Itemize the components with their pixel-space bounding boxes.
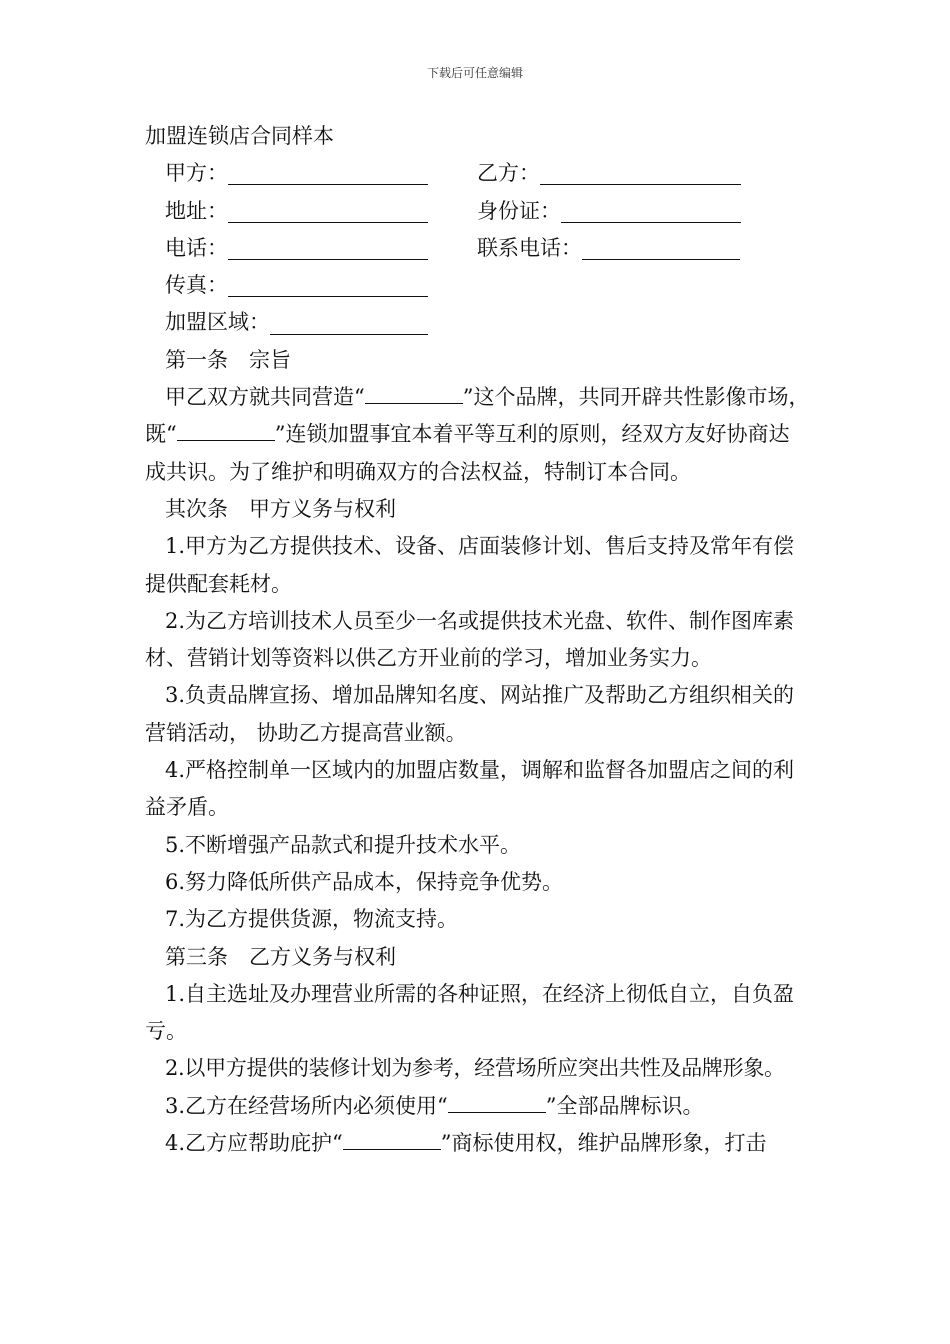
article2-item-4: 4.严格控制单一区域内的加盟店数量，调解和监督各加盟店之间的利益矛盾。 (145, 758, 795, 820)
id-card-field (477, 193, 741, 230)
region-blank[interactable] (270, 312, 428, 335)
party-b-blank[interactable] (540, 162, 741, 185)
article3-item-4 (145, 1125, 810, 1162)
field-row-address (145, 193, 810, 230)
article2-item-3: 3.负责品牌宣扬、增加品牌知名度、网站推广及帮助乙方组织相关的营销活动， 协助乙方提高营业额。 (145, 683, 795, 745)
party-b-label: 乙方： (477, 161, 540, 186)
article2-heading: 其次条 甲方义务与权利 (165, 496, 396, 521)
party-b-field (477, 155, 741, 192)
document-title: 加盟连锁店合同样本 (145, 124, 334, 148)
article2-item-1: 1.甲方为乙方提供技术、设备、店面装修计划、售后支持及常年有偿提供配套耗材。 (145, 534, 795, 596)
contact-phone-blank[interactable] (582, 237, 740, 260)
article1-heading: 第一条 宗旨 (165, 347, 291, 372)
header-note: 下载后可任意编辑 (426, 66, 523, 80)
field-row-region (145, 304, 810, 341)
article2-item-2: 2.为乙方培训技术人员至少一名或提供技术光盘、软件、制作图库素材、营销计划等资料以供乙方开业前的学习，增加业务实力。 (145, 608, 795, 671)
party-a-label: 甲方： (165, 161, 228, 186)
region-label: 加盟区域： (165, 310, 270, 335)
article1-text-b: ”这个品牌，共同开辟共性影像市场，既“ (145, 385, 810, 447)
article3-item-1: 1.自主选址及办理营业所需的各种证照，在经济上彻低自立，自负盈亏。 (145, 981, 795, 1044)
region-field (165, 304, 428, 341)
field-row-fax (145, 267, 810, 304)
article3-heading: 第三条 乙方义务与权利 (165, 944, 396, 969)
article1-text-a: 甲乙双方就共同营造“ (165, 385, 365, 410)
field-row-phone (145, 230, 810, 267)
phone-field (165, 230, 428, 267)
article3-item-3 (145, 1088, 810, 1125)
article3-item-4-text-a: 4.乙方应帮助庇护“ (165, 1131, 343, 1156)
brand-name-blank-2[interactable] (177, 420, 275, 441)
article2-item-7: 7.为乙方提供货源，物流支持。 (165, 907, 459, 932)
phone-label: 电话： (165, 235, 228, 260)
id-card-blank[interactable] (561, 200, 741, 223)
fax-label: 传真： (165, 273, 228, 298)
address-label: 地址： (165, 198, 228, 223)
fax-field (165, 267, 428, 304)
article1-paragraph (145, 379, 810, 491)
address-field (165, 193, 428, 230)
brand-name-blank-1[interactable] (365, 383, 463, 404)
phone-blank[interactable] (228, 237, 428, 260)
party-a-blank[interactable] (228, 162, 428, 185)
contact-phone-field (477, 230, 740, 267)
article3-item-4-text-b: ”商标使用权，维护品牌形象，打击 (440, 1131, 767, 1156)
article2-item-5: 5.不断增强产品款式和提升技术水平。 (165, 832, 522, 857)
article2-item-6: 6.努力降低所供产品成本，保持竞争优势。 (165, 869, 564, 894)
party-a-field (165, 155, 428, 192)
fax-blank[interactable] (228, 274, 428, 297)
article3-item-3-text-b: ”全部品牌标识。 (545, 1093, 704, 1118)
brand-name-blank-4[interactable] (343, 1129, 441, 1150)
article1-text-c: ”连锁加盟事宜本着平等互利的原则，经双方友好协商达成共识。为了维护和明确双方的合法权益，特制订本合同。 (145, 422, 790, 484)
address-blank[interactable] (228, 200, 428, 223)
brand-name-blank-3[interactable] (448, 1092, 546, 1113)
contract-document (145, 118, 810, 1162)
contact-phone-label: 联系电话： (477, 235, 582, 260)
article3-item-3-text-a: 3.乙方在经营场所内必须使用“ (165, 1093, 448, 1118)
field-row-parties (145, 155, 810, 192)
article3-item-2: 2.以甲方提供的装修计划为参考，经营场所应突出共性及品牌形象。 (165, 1056, 785, 1081)
id-card-label: 身份证： (477, 198, 561, 223)
